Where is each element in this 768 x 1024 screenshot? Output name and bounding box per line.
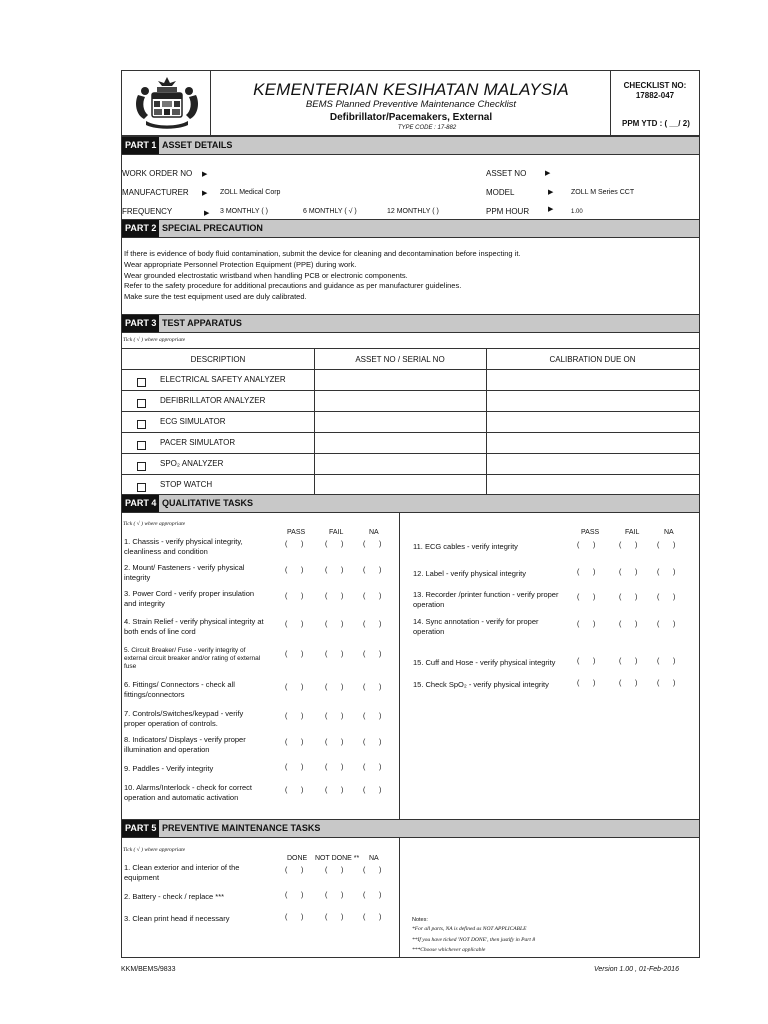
table-row (122, 454, 699, 475)
qualitative-task-text: 5. Circuit Breaker/ Fuse - verify integrity of (124, 647, 246, 654)
work-order-label: WORK ORDER NO (122, 169, 193, 178)
tick-box[interactable]: ( ) (577, 542, 596, 549)
tick-box[interactable]: ( ) (325, 621, 344, 628)
tick-box[interactable]: ( ) (619, 569, 638, 576)
tick-box[interactable]: ( ) (325, 541, 344, 548)
part3-header (122, 314, 699, 333)
table-row (122, 412, 699, 433)
arrow-icon: ▶ (202, 190, 208, 197)
qualitative-task-text: 14. Sync annotation - verify for proper (413, 617, 539, 626)
note-line: ***Choose whichever applicable (412, 947, 486, 953)
apparatus-checkbox[interactable] (137, 378, 146, 387)
tick-box[interactable]: ( ) (363, 684, 382, 691)
apparatus-name: STOP WATCH (160, 480, 213, 489)
pm-task-text: 3. Clean print head if necessary (124, 914, 230, 923)
tick-box[interactable]: ( ) (325, 867, 344, 874)
part4-number: PART 4 (122, 495, 159, 512)
tick-box[interactable]: ( ) (619, 621, 638, 628)
checklist-no-value: 17882-047 (635, 91, 675, 100)
type-code: TYPE CODE : 17-882 (397, 125, 457, 131)
tick-note: Tick ( √ ) where appropriate (123, 337, 186, 343)
frequency-12-monthly[interactable]: 12 MONTHLY ( ) (387, 208, 439, 215)
ppm-ytd[interactable]: PPM YTD : ( __/ 2) (622, 119, 690, 128)
tick-box[interactable]: ( ) (657, 680, 676, 687)
tick-box[interactable]: ( ) (285, 787, 304, 794)
ppm-hour-label: PPM HOUR (486, 207, 530, 216)
part1-number: PART 1 (122, 137, 159, 154)
ppm-hour-value[interactable]: 1.00 (571, 209, 583, 215)
tick-box[interactable]: ( ) (577, 569, 596, 576)
tick-box[interactable]: ( ) (577, 594, 596, 601)
tick-box[interactable]: ( ) (285, 684, 304, 691)
qualitative-task-text: integrity (124, 572, 151, 582)
apparatus-name: ECG SIMULATOR (160, 417, 226, 426)
tick-box[interactable]: ( ) (657, 594, 676, 601)
tick-box[interactable]: ( ) (363, 764, 382, 771)
table-row (122, 370, 699, 391)
apparatus-checkbox[interactable] (137, 441, 146, 450)
precaution-line: Wear grounded electrostatic wristband when handling PCB or electronic components. (124, 270, 408, 280)
part4-title: QUALITATIVE TASKS (162, 498, 253, 508)
arrow-icon: ▶ (548, 206, 554, 213)
frequency-label: FREQUENCY (122, 207, 173, 216)
tick-box[interactable]: ( ) (577, 680, 596, 687)
checklist-no-label: CHECKLIST NO: (623, 81, 687, 90)
qualitative-task-text: fuse (124, 663, 137, 670)
col-na: NA (369, 855, 379, 862)
pm-task-text: 1. Clean exterior and interior of the (124, 863, 240, 872)
qualitative-task-text: fittings/connectors (124, 689, 185, 699)
tick-box[interactable]: ( ) (619, 680, 638, 687)
qualitative-task-text: external circuit breaker and/or rating of external (124, 655, 261, 662)
apparatus-table (122, 348, 699, 495)
arrow-icon: ▶ (202, 171, 208, 178)
tick-box[interactable]: ( ) (325, 713, 344, 720)
tick-box[interactable]: ( ) (363, 739, 382, 746)
tick-box[interactable]: ( ) (285, 621, 304, 628)
qualitative-task-text: 9. Paddles - Verify integrity (124, 764, 214, 773)
tick-note: Tick ( √ ) where appropriate (123, 521, 186, 527)
tick-box[interactable]: ( ) (657, 542, 676, 549)
apparatus-checkbox[interactable] (137, 462, 146, 471)
tick-box[interactable]: ( ) (577, 658, 596, 665)
arrow-icon: ▶ (204, 210, 210, 217)
apparatus-name: PACER SIMULATOR (160, 438, 236, 447)
note-line: **If you have ticked 'NOT DONE', then justify in Part 8 (412, 937, 536, 943)
qualitative-task-text: cleanliness and condition (124, 546, 208, 556)
col-calibration-due: CALIBRATION DUE ON (549, 355, 636, 364)
part5-number: PART 5 (122, 820, 159, 837)
tick-box[interactable]: ( ) (285, 713, 304, 720)
table-row (122, 391, 699, 412)
pm-task-text: equipment (124, 872, 160, 882)
tick-box[interactable]: ( ) (363, 713, 382, 720)
tick-box[interactable]: ( ) (619, 594, 638, 601)
arrow-icon: ▶ (545, 170, 551, 177)
col-description: DESCRIPTION (190, 355, 246, 364)
model-label: MODEL (486, 188, 515, 197)
device-name: Defibrillator/Pacemakers, External (329, 112, 493, 123)
tick-box[interactable]: ( ) (363, 541, 382, 548)
qualitative-task-text: 6. Fittings/ Connectors - check all (124, 680, 235, 689)
col-fail: FAIL (329, 529, 344, 536)
model-value[interactable]: ZOLL M Series CCT (571, 189, 635, 196)
tick-box[interactable]: ( ) (285, 764, 304, 771)
col-na: NA (369, 529, 379, 536)
tick-box[interactable]: ( ) (619, 542, 638, 549)
qualitative-task-text: 7. Controls/Switches/keypad - verify (124, 709, 244, 718)
manufacturer-label: MANUFACTURER (122, 188, 189, 197)
qualitative-task-text: 15. Check SpO₂ - verify physical integrity (413, 680, 549, 689)
tick-box[interactable]: ( ) (325, 914, 344, 921)
qualitative-task-text: 2. Mount/ Fasteners - verify physical (124, 563, 245, 572)
part2-title: SPECIAL PRECAUTION (162, 223, 263, 233)
part4-header (122, 494, 699, 513)
header-divider (610, 71, 611, 136)
pm-task-text: 2. Battery - check / replace *** (124, 892, 225, 901)
tick-box[interactable]: ( ) (619, 658, 638, 665)
form-header (122, 71, 699, 136)
col-fail: FAIL (625, 529, 640, 536)
column-divider (399, 838, 400, 958)
qualitative-task-text: 12. Label - verify physical integrity (413, 569, 526, 578)
arrow-icon: ▶ (548, 189, 554, 196)
part3-title: TEST APPARATUS (162, 318, 242, 328)
tick-box[interactable]: ( ) (285, 651, 304, 658)
tick-box[interactable]: ( ) (325, 764, 344, 771)
col-pass: PASS (287, 529, 306, 536)
col-pass: PASS (581, 529, 600, 536)
qualitative-task-text: 13. Recorder /printer function - verify proper (413, 590, 559, 599)
tick-note: Tick ( √ ) where appropriate (123, 847, 186, 853)
tick-box[interactable]: ( ) (285, 567, 304, 574)
part1-title: ASSET DETAILS (162, 140, 233, 150)
qualitative-task-text: 11. ECG cables - verify integrity (413, 542, 518, 551)
version-info: Version 1.00 , 01-Feb-2016 (594, 966, 679, 973)
part5-title: PREVENTIVE MAINTENANCE TASKS (162, 823, 321, 833)
apparatus-name: SPO₂ ANALYZER (160, 459, 224, 468)
qualitative-task-text: 1. Chassis - verify physical integrity, (124, 537, 243, 546)
qualitative-task-text: 15. Cuff and Hose - verify physical integrity (413, 658, 556, 667)
tick-box[interactable]: ( ) (657, 658, 676, 665)
tick-box[interactable]: ( ) (363, 867, 382, 874)
tick-box[interactable]: ( ) (363, 621, 382, 628)
part1-header (122, 136, 699, 155)
tick-box[interactable]: ( ) (285, 541, 304, 548)
precaution-line: Make sure the test equipment used are duly calibrated. (124, 292, 307, 302)
col-not-done: NOT DONE ** (315, 855, 360, 862)
tick-box[interactable]: ( ) (325, 684, 344, 691)
part2-number: PART 2 (122, 220, 159, 237)
col-done: DONE (287, 855, 308, 862)
tick-box[interactable]: ( ) (363, 593, 382, 600)
apparatus-name: DEFIBRILLATOR ANALYZER (160, 396, 266, 405)
precaution-line: Refer to the safety procedure for additional precautions and guidance as per manufacturer guidelines. (124, 281, 462, 291)
apparatus-name: ELECTRICAL SAFETY ANALYZER (160, 375, 286, 384)
table-row (122, 433, 699, 454)
note-line: *For all parts, NA is defined as NOT APPLICABLE (412, 926, 527, 932)
tick-box[interactable]: ( ) (285, 914, 304, 921)
apparatus-checkbox[interactable] (137, 483, 146, 492)
column-divider (399, 513, 400, 819)
precaution-line: If there is evidence of body fluid contamination, submit the device for cleaning and decontamination before inspecting it. (124, 249, 521, 258)
tick-box[interactable]: ( ) (325, 739, 344, 746)
notes-title: Notes: (412, 917, 428, 923)
tick-box[interactable]: ( ) (285, 892, 304, 899)
precaution-list (124, 249, 521, 303)
frequency-3-monthly[interactable]: 3 MONTHLY ( ) (220, 208, 268, 215)
asset-no-label: ASSET NO (486, 169, 527, 178)
tick-box[interactable]: ( ) (325, 892, 344, 899)
qualitative-task-text: operation (413, 599, 445, 609)
qualitative-task-text: and integrity (124, 598, 165, 608)
header-divider (210, 71, 211, 136)
frequency-6-monthly[interactable]: 6 MONTHLY ( √ ) (303, 208, 357, 215)
tick-box[interactable]: ( ) (363, 787, 382, 794)
qualitative-task-text: 8. Indicators/ Displays - verify proper (124, 735, 246, 744)
qualitative-task-text: operation (413, 626, 445, 636)
tick-box[interactable]: ( ) (285, 739, 304, 746)
precaution-line: Wear appropriate Personnel Protection Equipment (PPE) during work. (124, 259, 357, 269)
part2-header (122, 219, 699, 238)
tick-box[interactable]: ( ) (363, 892, 382, 899)
table-row (122, 475, 699, 495)
form-code: KKM/BEMS/9833 (121, 966, 176, 973)
tick-box[interactable]: ( ) (363, 914, 382, 921)
qualitative-task-text: 10. Alarms/Interlock - check for correct (124, 783, 252, 792)
checklist-subtitle: BEMS Planned Preventive Maintenance Checklist (305, 99, 517, 110)
qualitative-task-text: illumination and operation (124, 744, 210, 754)
table-header-row (122, 349, 699, 370)
apparatus-checkbox[interactable] (137, 399, 146, 408)
part3-number: PART 3 (122, 315, 159, 332)
qualitative-task-text: operation and automatic activation (124, 792, 239, 802)
tick-box[interactable]: ( ) (657, 621, 676, 628)
tick-box[interactable]: ( ) (285, 593, 304, 600)
tick-box[interactable]: ( ) (285, 867, 304, 874)
checklist-form (121, 70, 700, 958)
qualitative-task-text: both ends of line cord (124, 626, 196, 636)
tick-box[interactable]: ( ) (577, 621, 596, 628)
tick-box[interactable]: ( ) (363, 651, 382, 658)
tick-box[interactable]: ( ) (657, 569, 676, 576)
qualitative-task-text: 3. Power Cord - verify proper insulation (124, 589, 255, 598)
col-asset-serial: ASSET NO / SERIAL NO (355, 355, 445, 364)
malaysia-coat-of-arms-icon (130, 75, 204, 131)
qualitative-task-text: 4. Strain Relief - verify physical integrity at (124, 617, 264, 626)
manufacturer-value[interactable]: ZOLL Medical Corp (220, 189, 281, 196)
col-na: NA (664, 529, 674, 536)
tick-box[interactable]: ( ) (325, 567, 344, 574)
tick-box[interactable]: ( ) (363, 567, 382, 574)
tick-box[interactable]: ( ) (325, 651, 344, 658)
apparatus-checkbox[interactable] (137, 420, 146, 429)
qualitative-task-text: proper operation of controls. (124, 718, 218, 728)
part5-header (122, 819, 699, 838)
ministry-title: KEMENTERIAN KESIHATAN MALAYSIA (253, 80, 569, 99)
tick-box[interactable]: ( ) (325, 787, 344, 794)
tick-box[interactable]: ( ) (325, 593, 344, 600)
